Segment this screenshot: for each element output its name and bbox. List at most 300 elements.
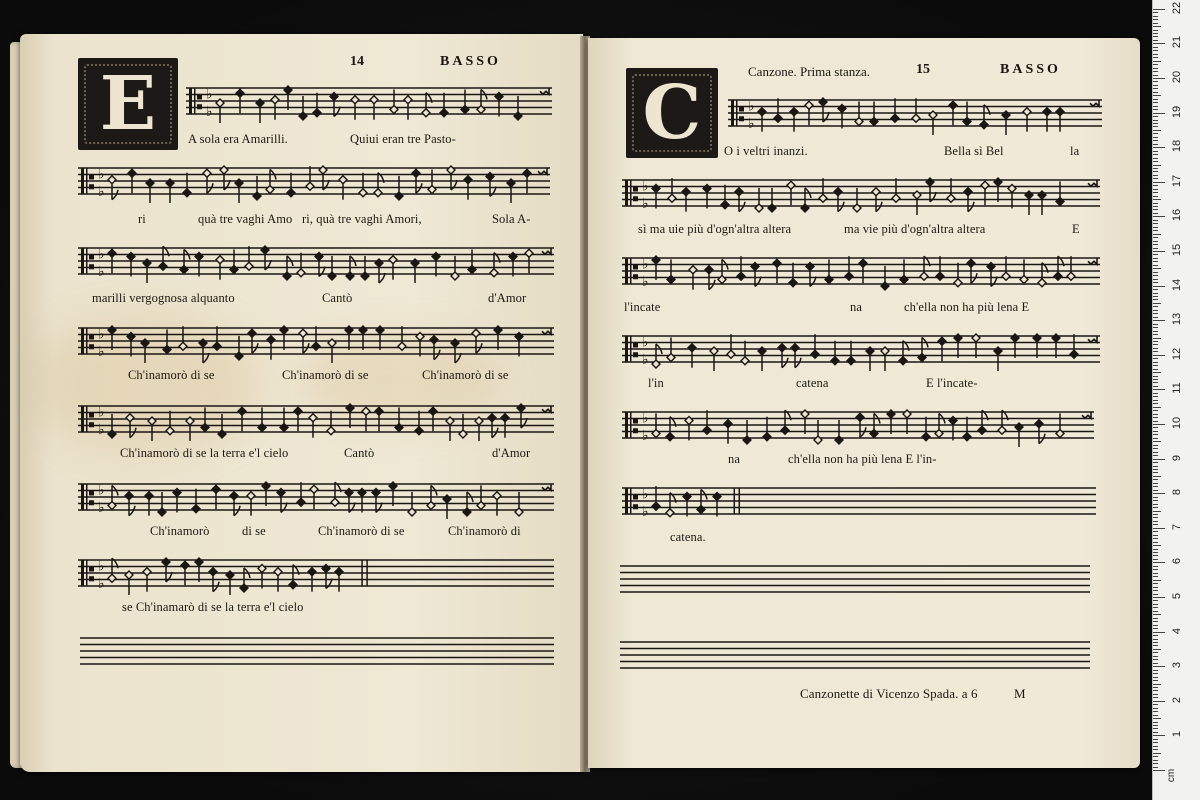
piece-title: Canzone. Prima stanza. <box>748 64 871 79</box>
ruler-tick <box>1153 760 1158 761</box>
music-note <box>737 256 745 280</box>
music-note <box>432 252 440 276</box>
music-note <box>666 493 676 517</box>
ruler-tick <box>1153 538 1158 539</box>
music-note <box>213 326 221 350</box>
ruler-tick <box>1153 400 1158 401</box>
music-note <box>713 492 721 516</box>
ruler-tick <box>1153 680 1158 681</box>
ruler-tick <box>1153 196 1158 197</box>
flat-sign: ♭ <box>206 86 213 103</box>
lyric-text: A sola era Amarilli. <box>188 132 288 146</box>
ruler-number: 13 <box>1171 313 1183 326</box>
music-note <box>226 571 234 595</box>
ruler-number: 4 <box>1171 627 1183 634</box>
ruler-tick <box>1153 753 1161 754</box>
ruler-tick <box>1153 767 1158 768</box>
music-note <box>451 339 461 363</box>
ruler-tick <box>1153 234 1161 235</box>
music-note <box>887 410 895 434</box>
ruler-tick <box>1153 493 1165 494</box>
ruler-tick <box>1153 514 1158 515</box>
ruler-tick <box>1153 327 1158 328</box>
music-note <box>220 166 230 190</box>
music-note <box>179 326 187 350</box>
music-note <box>929 111 937 135</box>
ruler-tick <box>1153 639 1158 640</box>
lyric-text: ri <box>138 212 146 226</box>
ruler-number: 5 <box>1171 592 1183 600</box>
ruler-tick <box>1153 642 1158 643</box>
ruler-tick <box>1153 421 1158 422</box>
ruler-tick <box>1153 673 1158 674</box>
music-note <box>330 92 340 116</box>
part-name: BASSO <box>440 54 501 69</box>
music-note <box>668 178 676 202</box>
music-note <box>328 339 336 363</box>
ruler-tick <box>1153 310 1158 311</box>
music-note <box>926 178 936 202</box>
music-note <box>936 256 944 280</box>
ruler-tick <box>1153 504 1158 505</box>
music-staff <box>622 250 1100 294</box>
music-note <box>892 178 900 202</box>
music-note <box>980 105 990 129</box>
ruler-tick <box>1153 542 1158 543</box>
music-note <box>789 263 797 287</box>
music-note <box>987 262 997 286</box>
ruler-tick <box>1153 735 1165 736</box>
music-note <box>235 179 243 203</box>
music-note <box>490 253 500 277</box>
music-note <box>280 326 288 350</box>
music-staff <box>728 92 1102 136</box>
ruler-tick <box>1153 99 1158 100</box>
ruler-tick <box>1153 621 1158 622</box>
custos-mark <box>1088 258 1097 264</box>
ruler-unit: cm <box>1166 768 1178 783</box>
music-note <box>289 565 299 589</box>
ruler-tick <box>1153 64 1158 65</box>
lyric-text: O i veltri inanzi. <box>724 144 808 158</box>
ruler-tick <box>1153 261 1158 262</box>
ruler-tick <box>1153 341 1158 342</box>
music-staff <box>622 480 1096 522</box>
lyric-text: Ch'inamorò <box>150 524 210 538</box>
ruler-tick <box>1153 479 1158 480</box>
music-note <box>374 173 384 197</box>
flat-sign: ♭ <box>206 103 213 120</box>
ruler-tick <box>1153 652 1158 653</box>
music-note <box>475 417 483 441</box>
music-note <box>398 326 406 350</box>
music-note <box>913 191 921 215</box>
ruler-tick <box>1153 403 1158 404</box>
music-note <box>1008 184 1016 208</box>
ruler-tick <box>1153 123 1158 124</box>
left-page <box>20 34 583 772</box>
ruler-tick <box>1153 203 1158 204</box>
ruler-tick <box>1153 168 1158 169</box>
lyric-text: Cantò <box>344 446 375 460</box>
music-note <box>127 252 135 276</box>
ruler-tick <box>1153 690 1158 691</box>
ruler-tick <box>1153 545 1161 546</box>
ruler-tick <box>1153 628 1158 629</box>
music-note <box>912 98 920 122</box>
music-note <box>994 178 1002 202</box>
lyric-text: Ch'inamorò di <box>448 524 521 538</box>
ruler-tick <box>1153 344 1158 345</box>
ruler-tick <box>1153 694 1158 695</box>
ruler-tick <box>1153 427 1158 428</box>
music-note <box>148 417 156 441</box>
music-note <box>125 571 133 595</box>
music-staff <box>78 160 550 204</box>
ruler-tick <box>1153 137 1158 138</box>
music-note <box>376 326 384 350</box>
right-page <box>588 38 1140 768</box>
ruler-number: 12 <box>1171 347 1183 360</box>
ruler-tick <box>1153 573 1158 574</box>
ruler-tick <box>1153 379 1158 380</box>
ruler-tick <box>1153 597 1165 598</box>
ruler-tick <box>1153 68 1158 69</box>
music-note <box>192 489 200 513</box>
music-note <box>327 411 335 435</box>
music-staff <box>622 328 1100 372</box>
ruler-tick <box>1153 317 1158 318</box>
custos-mark <box>542 248 551 254</box>
custos-mark <box>1090 100 1099 106</box>
custos-mark <box>538 168 547 174</box>
ruler-tick <box>1153 23 1158 24</box>
lyric-text: na <box>728 452 740 466</box>
lyric-text: l'incate <box>624 300 661 314</box>
music-note <box>389 482 397 506</box>
music-note <box>1038 263 1048 287</box>
ruler-tick <box>1153 659 1158 660</box>
flat-sign: ♭ <box>98 404 105 421</box>
ruler-tick <box>1153 732 1158 733</box>
ruler-tick <box>1153 165 1161 166</box>
flat-sign: ♭ <box>98 343 105 360</box>
music-staff <box>78 476 554 520</box>
ruler-tick <box>1153 19 1158 20</box>
flat-sign: ♭ <box>748 98 755 115</box>
music-staff <box>78 320 554 364</box>
flat-sign: ♭ <box>642 256 649 273</box>
ruler-tick <box>1153 459 1165 460</box>
page-number: 15 <box>916 62 930 77</box>
ruler-tick <box>1153 289 1158 290</box>
lyric-text: Ch'inamorò di se <box>318 524 405 538</box>
ruler-number: 14 <box>1171 278 1183 291</box>
ruler-tick <box>1153 61 1161 62</box>
music-note <box>173 488 181 512</box>
ruler-tick <box>1153 528 1165 529</box>
music-note <box>978 410 988 434</box>
music-note <box>287 173 295 197</box>
flat-sign: ♭ <box>642 427 649 444</box>
ruler-tick <box>1153 600 1158 601</box>
lyric-text: l'in <box>648 376 664 390</box>
ruler-tick <box>1153 708 1158 709</box>
ruler-tick <box>1153 227 1158 228</box>
ruler-tick <box>1153 254 1158 255</box>
ruler-tick <box>1153 306 1158 307</box>
ruler-tick <box>1153 40 1158 41</box>
music-note <box>949 416 957 440</box>
ruler-tick <box>1153 386 1158 387</box>
music-note <box>1011 334 1019 358</box>
ruler-tick <box>1153 441 1161 442</box>
ruler-tick <box>1153 30 1158 31</box>
ruler-tick <box>1153 486 1158 487</box>
ruler-tick <box>1153 209 1158 210</box>
music-note <box>319 166 329 190</box>
lyric-text: E <box>1072 222 1080 236</box>
ruler-tick <box>1153 393 1158 394</box>
music-note <box>1002 256 1010 280</box>
music-note <box>186 417 194 441</box>
music-note <box>297 482 305 506</box>
flat-sign: ♭ <box>98 499 105 516</box>
flat-sign: ♭ <box>98 263 105 280</box>
ruler-tick <box>1153 244 1158 245</box>
music-note <box>683 492 691 516</box>
ruler-tick <box>1153 604 1158 605</box>
ruler-tick <box>1153 33 1158 34</box>
ruler-tick <box>1153 632 1165 633</box>
ruler-tick <box>1153 666 1165 667</box>
ruler-tick <box>1153 372 1161 373</box>
ruler-tick <box>1153 566 1158 567</box>
lyric-text: catena. <box>670 530 706 544</box>
music-note <box>315 252 325 276</box>
music-note <box>162 558 172 582</box>
flat-sign: ♭ <box>98 575 105 592</box>
music-note <box>845 256 853 280</box>
ruler-tick <box>1153 113 1165 114</box>
music-note <box>866 347 874 371</box>
music-note <box>652 486 660 510</box>
ruler-tick <box>1153 552 1158 553</box>
empty-staff <box>620 558 1090 598</box>
flat-sign: ♭ <box>98 482 105 499</box>
ruler-tick <box>1153 645 1158 646</box>
flat-sign: ♭ <box>98 326 105 343</box>
music-note <box>1038 191 1046 215</box>
music-note <box>258 564 266 588</box>
ruler-tick <box>1153 144 1158 145</box>
ruler-tick <box>1153 389 1165 390</box>
music-note <box>758 347 766 371</box>
ruler-number: 21 <box>1171 36 1183 49</box>
ruler-tick <box>1153 742 1158 743</box>
ruler-tick <box>1153 92 1158 93</box>
flat-sign: ♭ <box>98 183 105 200</box>
ruler-tick <box>1153 320 1165 321</box>
ruler-tick <box>1153 684 1161 685</box>
lyric-text: marilli vergognosa alquanto <box>92 291 235 305</box>
music-note <box>313 93 321 117</box>
music-note <box>1070 334 1078 358</box>
ruler-tick <box>1153 120 1158 121</box>
music-note <box>972 334 980 358</box>
music-note <box>710 347 718 371</box>
ruler-tick <box>1153 362 1158 363</box>
ruler-tick <box>1153 562 1165 563</box>
ruler-number: 19 <box>1171 105 1183 118</box>
decorated-initial <box>626 68 718 158</box>
custos-mark <box>1088 180 1097 186</box>
ruler-tick <box>1153 151 1158 152</box>
music-note <box>517 404 527 428</box>
ruler-tick <box>1153 71 1158 72</box>
music-note <box>652 184 660 208</box>
ruler-tick <box>1153 130 1161 131</box>
lyric-text: di se <box>242 524 266 538</box>
flat-sign: ♭ <box>642 503 649 520</box>
ruler-tick <box>1153 154 1158 155</box>
empty-staff <box>620 634 1090 674</box>
flat-sign: ♭ <box>642 273 649 290</box>
music-staff <box>78 240 554 284</box>
ruler-tick <box>1153 189 1158 190</box>
ruler-tick <box>1153 549 1158 550</box>
music-staff <box>622 172 1100 216</box>
ruler-tick <box>1153 535 1158 536</box>
ruler-tick <box>1153 182 1165 183</box>
music-note <box>440 93 448 117</box>
ruler-tick <box>1153 414 1158 415</box>
lyric-text: E l'incate- <box>926 376 978 390</box>
flat-sign: ♭ <box>642 351 649 368</box>
ruler-tick <box>1153 88 1158 89</box>
ruler-tick <box>1153 455 1158 456</box>
lyric-text: ma vie più d'ogn'altra altera <box>844 222 986 236</box>
music-note <box>727 334 735 358</box>
signature-mark: M <box>1014 686 1026 701</box>
ruler-tick <box>1153 75 1158 76</box>
ruler-tick <box>1153 43 1165 44</box>
music-note <box>322 564 332 588</box>
ruler-tick <box>1153 452 1158 453</box>
ruler-tick <box>1153 507 1158 508</box>
music-note <box>801 410 809 434</box>
music-note <box>838 104 846 128</box>
ruler-tick <box>1153 625 1158 626</box>
music-note <box>811 334 819 358</box>
ruler-tick <box>1153 258 1158 259</box>
ruler-tick <box>1153 275 1158 276</box>
ruler-tick <box>1153 286 1165 287</box>
music-note <box>108 326 116 350</box>
music-note <box>143 259 151 283</box>
music-note <box>847 341 855 365</box>
music-note <box>515 332 523 356</box>
music-note <box>277 488 287 512</box>
ruler-tick <box>1153 248 1158 249</box>
ruler-tick <box>1153 47 1158 48</box>
lyric-text: ch'ella non ha più lena E <box>904 300 1030 314</box>
ruler-tick <box>1153 161 1158 162</box>
custos-mark <box>542 328 551 334</box>
lyric-text: ch'ella non ha più lena E l'in- <box>788 452 937 466</box>
ruler-tick <box>1153 251 1165 252</box>
music-note <box>195 252 203 276</box>
ruler-tick <box>1153 728 1158 729</box>
music-note <box>345 488 355 512</box>
ruler-tick <box>1153 663 1158 664</box>
music-staff <box>622 404 1094 448</box>
page-number: 14 <box>350 54 364 69</box>
ruler-tick <box>1153 746 1158 747</box>
ruler-tick <box>1153 614 1161 615</box>
ruler-tick <box>1153 126 1158 127</box>
music-staff <box>78 552 554 596</box>
music-note <box>1052 334 1060 358</box>
ruler-tick <box>1153 348 1158 349</box>
ruler-tick <box>1153 466 1158 467</box>
music-note <box>954 334 962 358</box>
music-note <box>994 347 1002 371</box>
ruler-number: 10 <box>1171 416 1183 430</box>
ruler-tick <box>1153 500 1158 501</box>
music-note <box>261 246 271 270</box>
ruler-tick <box>1153 687 1158 688</box>
flat-sign: ♭ <box>642 410 649 427</box>
ruler-number: 8 <box>1171 489 1183 496</box>
ruler-tick <box>1153 293 1158 294</box>
music-note <box>763 417 771 441</box>
ruler-tick <box>1153 237 1158 238</box>
music-note <box>819 98 829 122</box>
music-note <box>495 92 503 116</box>
lyric-text: Ch'inamorò di se <box>422 368 509 382</box>
music-note <box>881 347 889 371</box>
music-note <box>1033 334 1041 358</box>
custos-mark <box>540 88 549 94</box>
ruler-tick <box>1153 185 1158 186</box>
ruler-tick <box>1153 216 1165 217</box>
music-note <box>359 326 367 350</box>
lyric-text: Bella sì Bel <box>944 144 1004 158</box>
ruler-tick <box>1153 223 1158 224</box>
ruler-tick <box>1153 677 1158 678</box>
ruler-tick <box>1153 448 1158 449</box>
music-note <box>443 495 451 519</box>
music-note <box>494 326 502 350</box>
ruler-tick <box>1153 656 1158 657</box>
flat-sign: ♭ <box>642 334 649 351</box>
lyric-text: Ch'inamorò di se <box>282 368 369 382</box>
ruler-tick <box>1153 147 1165 148</box>
music-note <box>899 341 909 365</box>
ruler-tick <box>1153 313 1158 314</box>
ruler-tick <box>1153 12 1158 13</box>
music-note <box>998 410 1008 434</box>
ruler-number: 17 <box>1171 174 1183 187</box>
ruler-tick <box>1153 531 1158 532</box>
flat-sign: ♭ <box>98 421 105 438</box>
ruler-number: 15 <box>1171 243 1183 257</box>
ruler-tick <box>1153 265 1158 266</box>
music-note <box>306 166 314 190</box>
music-note <box>922 417 930 441</box>
custos-mark <box>1088 336 1097 342</box>
